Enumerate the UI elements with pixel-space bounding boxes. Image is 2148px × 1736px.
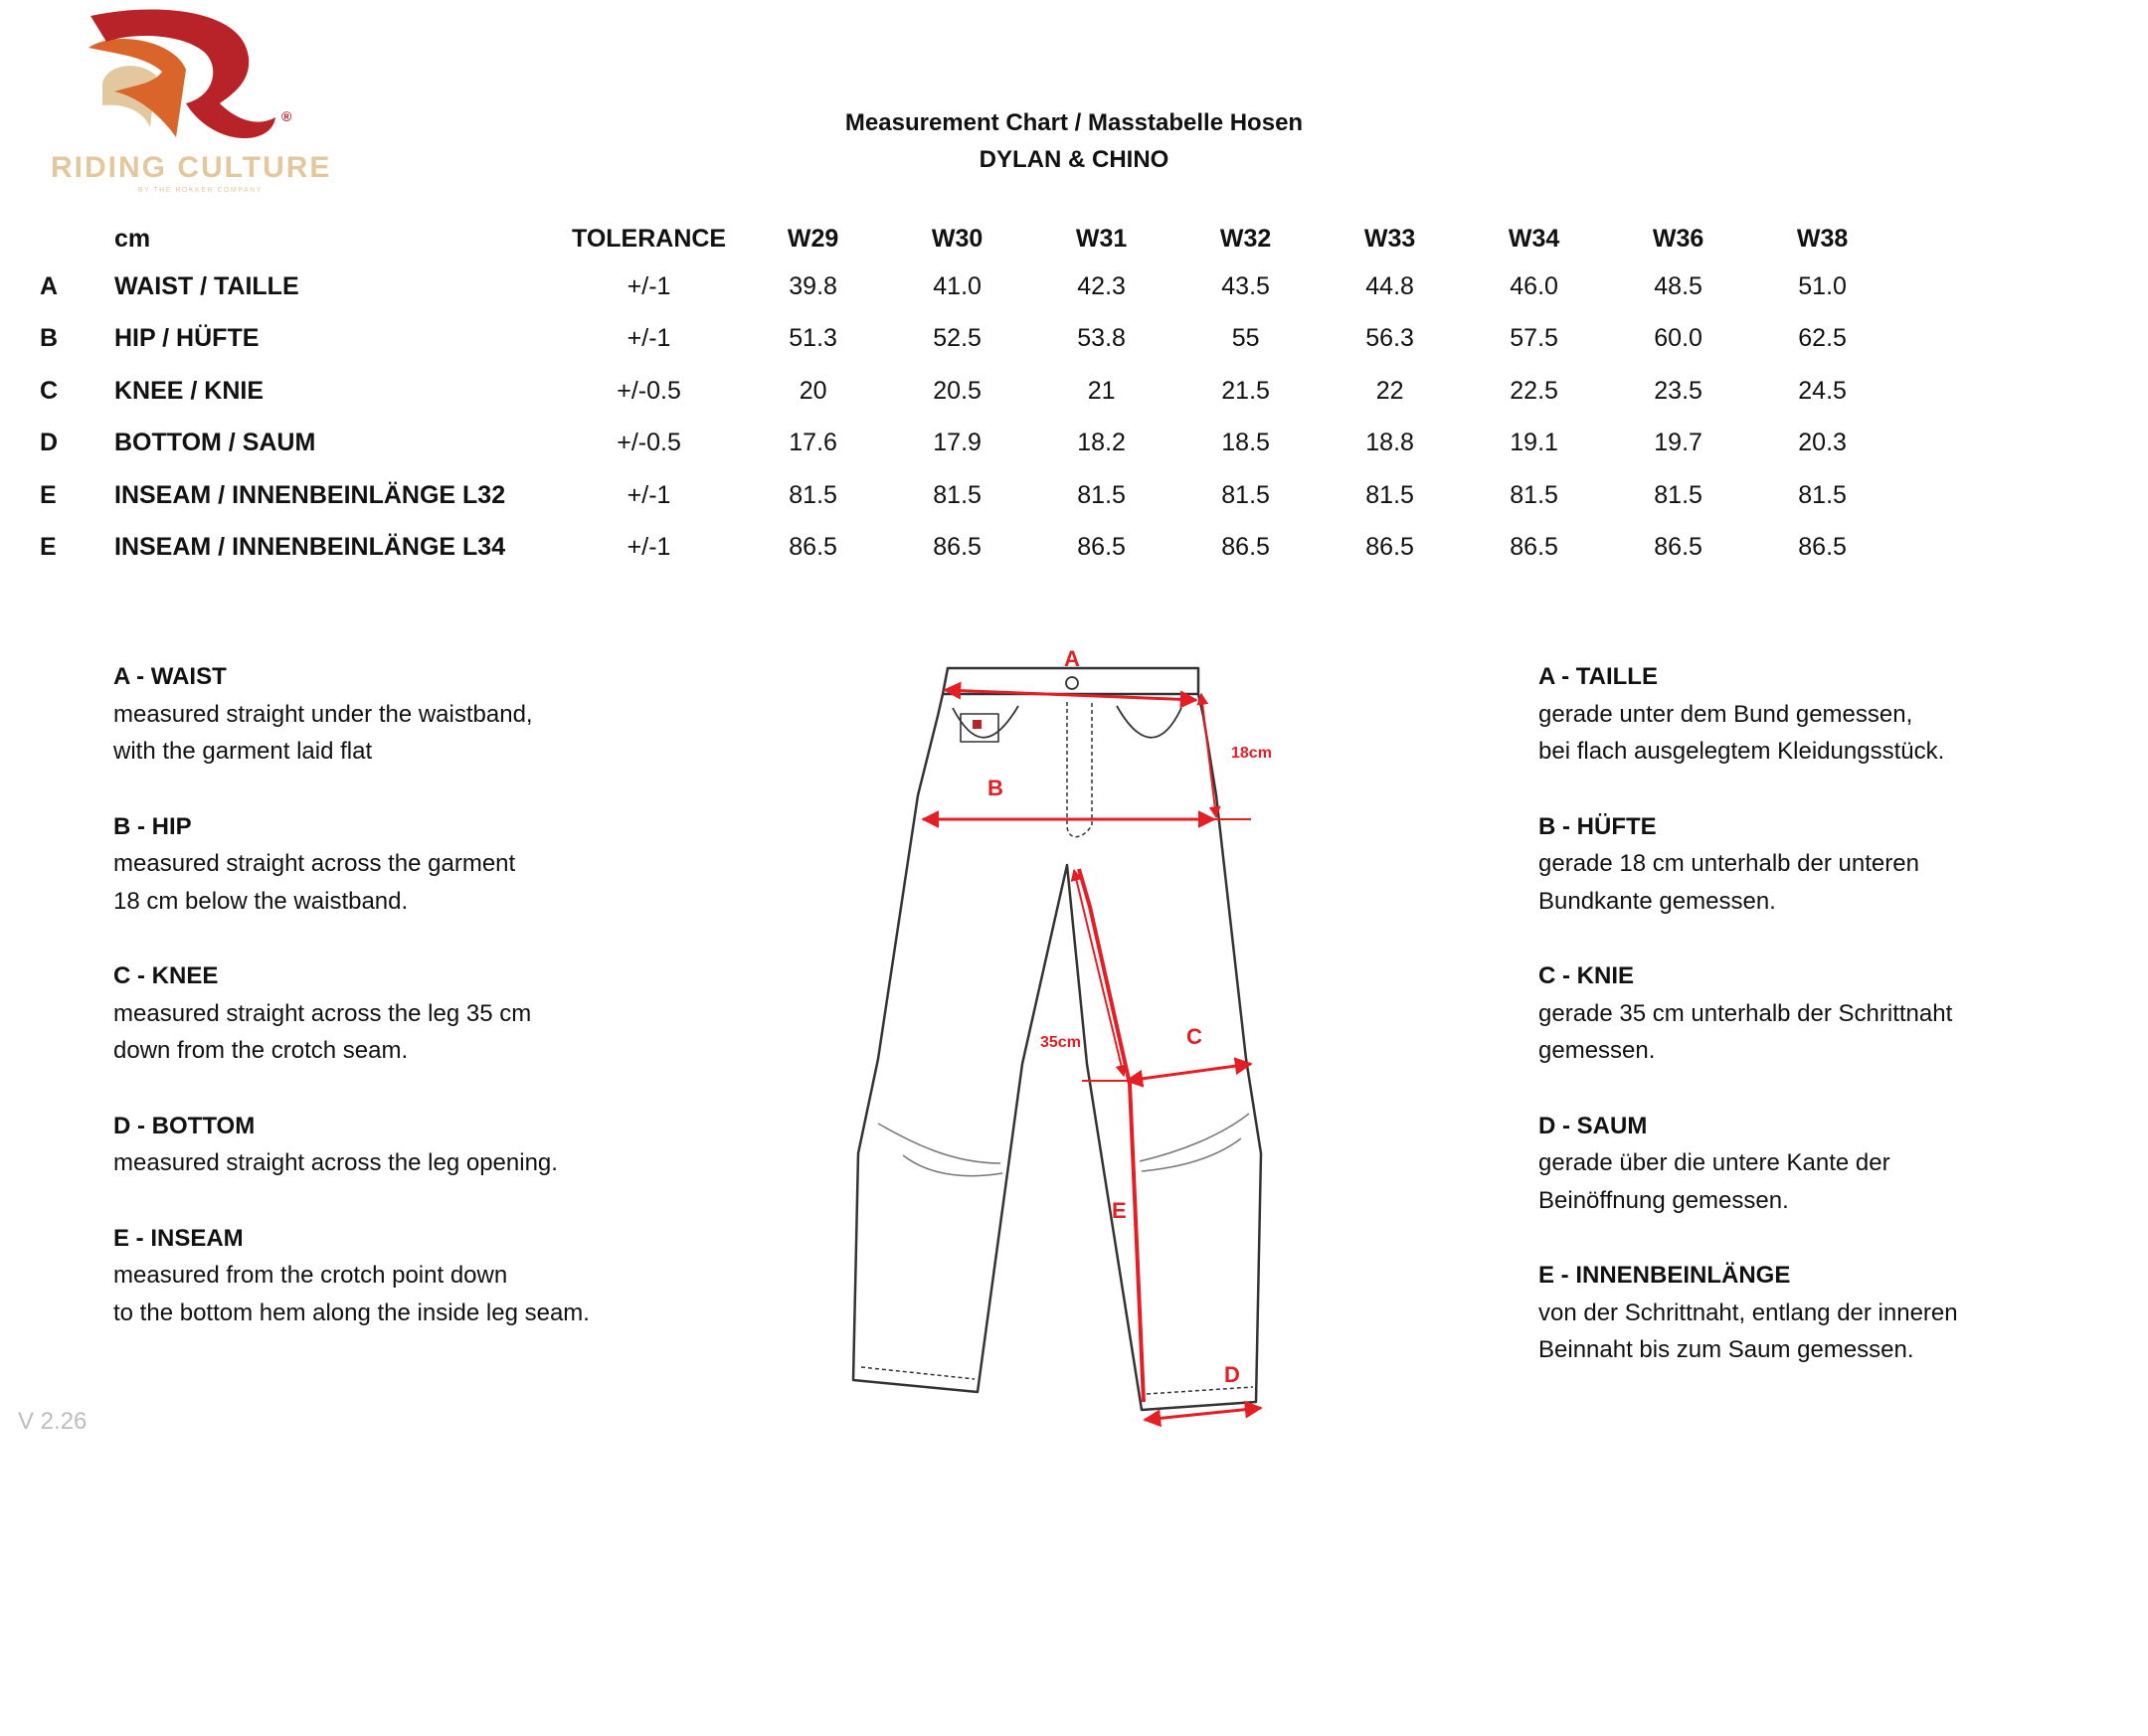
description-heading: A - WAIST (113, 663, 227, 690)
row-letter: E (40, 480, 57, 509)
table-cell: 20.5 (933, 376, 982, 405)
version-label: V 2.26 (18, 1408, 88, 1435)
size-header: W34 (1508, 224, 1560, 253)
table-cell: 81.5 (1654, 480, 1702, 509)
measurement-table (40, 217, 1894, 574)
row-tolerance: +/-1 (626, 271, 671, 300)
description-line: to the bottom hem along the inside leg seam. (113, 1299, 590, 1326)
table-cell: 81.5 (1510, 480, 1558, 509)
table-cell: 43.5 (1221, 271, 1270, 300)
row-label: BOTTOM / SAUM (114, 429, 316, 457)
table-cell: 51.3 (789, 324, 837, 353)
size-header: W38 (1796, 224, 1849, 253)
table-cell: 17.6 (789, 429, 837, 457)
description-line: measured straight across the leg 35 cm (113, 999, 532, 1027)
table-cell: 86.5 (1221, 533, 1270, 562)
size-header: W36 (1652, 224, 1704, 253)
description-line: measured from the crotch point down (113, 1262, 508, 1289)
logo-tagline: BY THE ROKKER COMPANY (138, 187, 263, 194)
row-tolerance: +/-0.5 (617, 429, 681, 457)
table-cell: 46.0 (1510, 271, 1558, 300)
description-line: measured straight across the leg opening. (113, 1149, 558, 1176)
row-tolerance: +/-1 (626, 480, 671, 509)
table-cell: 24.5 (1798, 376, 1847, 405)
description-block (1538, 1257, 1986, 1369)
table-cell: 81.5 (1077, 480, 1126, 509)
table-cell: 86.5 (1510, 533, 1558, 562)
description-line: Beinöffnung gemessen. (1538, 1186, 1789, 1214)
row-tolerance: +/-1 (626, 324, 671, 353)
size-header: W29 (787, 224, 839, 253)
knee-measure-line (1127, 1064, 1251, 1081)
description-block (1538, 808, 1986, 921)
row-label: INSEAM / INNENBEINLÄNGE L32 (114, 480, 506, 509)
description-block (1538, 658, 1986, 771)
table-cell: 62.5 (1798, 324, 1847, 353)
table-cell: 18.8 (1365, 429, 1414, 457)
description-block (1538, 957, 1986, 1070)
description-line: gerade 35 cm unterhalb der Schrittnaht (1538, 999, 1953, 1027)
description-line: von der Schrittnaht, entlang der inneren (1538, 1299, 1958, 1326)
table-cell: 21 (1087, 376, 1116, 405)
dimension-18cm: 18cm (1231, 745, 1272, 762)
size-header: W33 (1363, 224, 1416, 253)
table-cell: 22 (1375, 376, 1404, 405)
table-cell: 20.3 (1798, 429, 1847, 457)
description-line: down from the crotch seam. (113, 1037, 409, 1064)
descriptions-english (113, 658, 670, 1369)
table-cell: 86.5 (789, 533, 837, 562)
table-cell: 22.5 (1510, 376, 1558, 405)
table-cell: 48.5 (1654, 271, 1702, 300)
knee-drop-line (1074, 870, 1124, 1076)
description-line: Bundkante gemessen. (1538, 887, 1776, 915)
table-cell: 18.2 (1077, 429, 1126, 457)
description-heading: C - KNIE (1538, 962, 1634, 989)
description-block (113, 1108, 670, 1182)
table-cell: 51.0 (1798, 271, 1847, 300)
table-cell: 60.0 (1654, 324, 1702, 353)
table-cell: 81.5 (1365, 480, 1414, 509)
size-header: W30 (931, 224, 984, 253)
row-letter: D (40, 429, 59, 457)
description-heading: B - HÜFTE (1538, 812, 1657, 840)
diagram-labels (987, 646, 1272, 1387)
right-knee-crease (1140, 1114, 1249, 1171)
row-letter: A (40, 271, 59, 300)
description-line: gerade unter dem Bund gemessen, (1538, 700, 1913, 728)
table-cell: 86.5 (1654, 533, 1702, 562)
table-cell: 86.5 (1077, 533, 1126, 562)
table-cell: 86.5 (933, 533, 982, 562)
row-tolerance: +/-0.5 (617, 376, 681, 405)
table-header-row (40, 217, 1894, 260)
table-cell: 57.5 (1510, 324, 1558, 353)
row-label: INSEAM / INNENBEINLÄNGE L34 (114, 533, 506, 562)
dimension-35cm: 35cm (1040, 1034, 1081, 1051)
description-line: bei flach ausgelegtem Kleidungsstück. (1538, 738, 1945, 765)
table-cell: 21.5 (1221, 376, 1270, 405)
brand-tab (973, 720, 982, 729)
row-letter: E (40, 533, 57, 562)
right-hem-stitch (1147, 1387, 1253, 1394)
description-line: with the garment laid flat (113, 738, 373, 765)
row-letter: C (40, 376, 59, 405)
description-heading: C - KNEE (113, 962, 219, 989)
table-cell: 86.5 (1365, 533, 1414, 562)
fly-stitch (1067, 702, 1092, 837)
table-cell: 55 (1231, 324, 1260, 353)
hip-drop-line (1201, 694, 1216, 817)
size-header: W31 (1075, 224, 1128, 253)
table-cell: 42.3 (1077, 271, 1126, 300)
inseam-measure-line (1079, 869, 1144, 1402)
waist-button (1066, 677, 1078, 689)
trouser-diagram (843, 646, 1321, 1422)
table-row (40, 522, 1894, 575)
row-label: WAIST / TAILLE (114, 271, 299, 300)
table-cell: 44.8 (1365, 271, 1414, 300)
description-line: measured straight under the waistband, (113, 700, 533, 728)
description-heading: D - SAUM (1538, 1112, 1648, 1139)
table-cell: 52.5 (933, 324, 982, 353)
table-cell: 81.5 (933, 480, 982, 509)
table-cell: 53.8 (1077, 324, 1126, 353)
row-label: HIP / HÜFTE (114, 324, 260, 353)
description-block (113, 1220, 670, 1332)
measurement-lines (923, 690, 1261, 1420)
label-e: E (1112, 1198, 1127, 1223)
label-d: D (1224, 1362, 1240, 1387)
table-cell: 19.1 (1510, 429, 1558, 457)
chart-subtitle: DYLAN & CHINO (979, 146, 1169, 173)
table-cell: 81.5 (789, 480, 837, 509)
unit-header: cm (114, 224, 151, 253)
table-row (40, 365, 1894, 418)
left-pocket (953, 706, 1018, 738)
logo-registered-mark: ® (281, 108, 292, 124)
description-line: Beinnaht bis zum Saum gemessen. (1538, 1336, 1914, 1363)
table-row (40, 313, 1894, 366)
tolerance-header: TOLERANCE (572, 224, 727, 253)
description-heading: B - HIP (113, 812, 192, 840)
table-cell: 56.3 (1365, 324, 1414, 353)
row-letter: B (40, 324, 59, 353)
description-block (113, 658, 670, 771)
table-cell: 86.5 (1798, 533, 1847, 562)
table-row (40, 418, 1894, 470)
table-cell: 18.5 (1221, 429, 1270, 457)
description-heading: D - BOTTOM (113, 1112, 256, 1139)
description-heading: A - TAILLE (1538, 663, 1658, 690)
table-cell: 81.5 (1221, 480, 1270, 509)
row-tolerance: +/-1 (626, 533, 671, 562)
table-cell: 19.7 (1654, 429, 1702, 457)
row-label: KNEE / KNIE (114, 376, 265, 405)
description-block (113, 808, 670, 921)
left-hem-stitch (861, 1367, 975, 1379)
description-block (1538, 1108, 1986, 1220)
table-cell: 20 (799, 376, 827, 405)
table-cell: 81.5 (1798, 480, 1847, 509)
description-line: 18 cm below the waistband. (113, 887, 409, 915)
size-header: W32 (1219, 224, 1272, 253)
label-c: C (1186, 1024, 1202, 1049)
left-knee-crease (878, 1124, 1002, 1176)
table-row (40, 260, 1894, 313)
description-block (113, 957, 670, 1070)
description-heading: E - INSEAM (113, 1224, 244, 1252)
description-line: measured straight across the garment (113, 850, 516, 877)
label-a: A (1064, 646, 1080, 671)
table-cell: 17.9 (933, 429, 982, 457)
description-line: gerade 18 cm unterhalb der unteren (1538, 850, 1919, 877)
chart-title: Measurement Chart / Masstabelle Hosen (844, 109, 1304, 136)
description-heading: E - INNENBEINLÄNGE (1538, 1262, 1791, 1289)
label-b: B (987, 776, 1003, 800)
header-letter-cell (40, 217, 114, 260)
table-cell: 23.5 (1654, 376, 1702, 405)
description-line: gemessen. (1538, 1037, 1656, 1064)
table-row (40, 469, 1894, 522)
table-cell: 39.8 (789, 271, 837, 300)
logo-wordmark: RIDING CULTURE (51, 151, 332, 184)
description-line: gerade über die untere Kante der (1538, 1149, 1890, 1176)
right-pocket (1117, 706, 1181, 738)
table-cell: 41.0 (933, 271, 982, 300)
descriptions-german (1538, 658, 1986, 1407)
